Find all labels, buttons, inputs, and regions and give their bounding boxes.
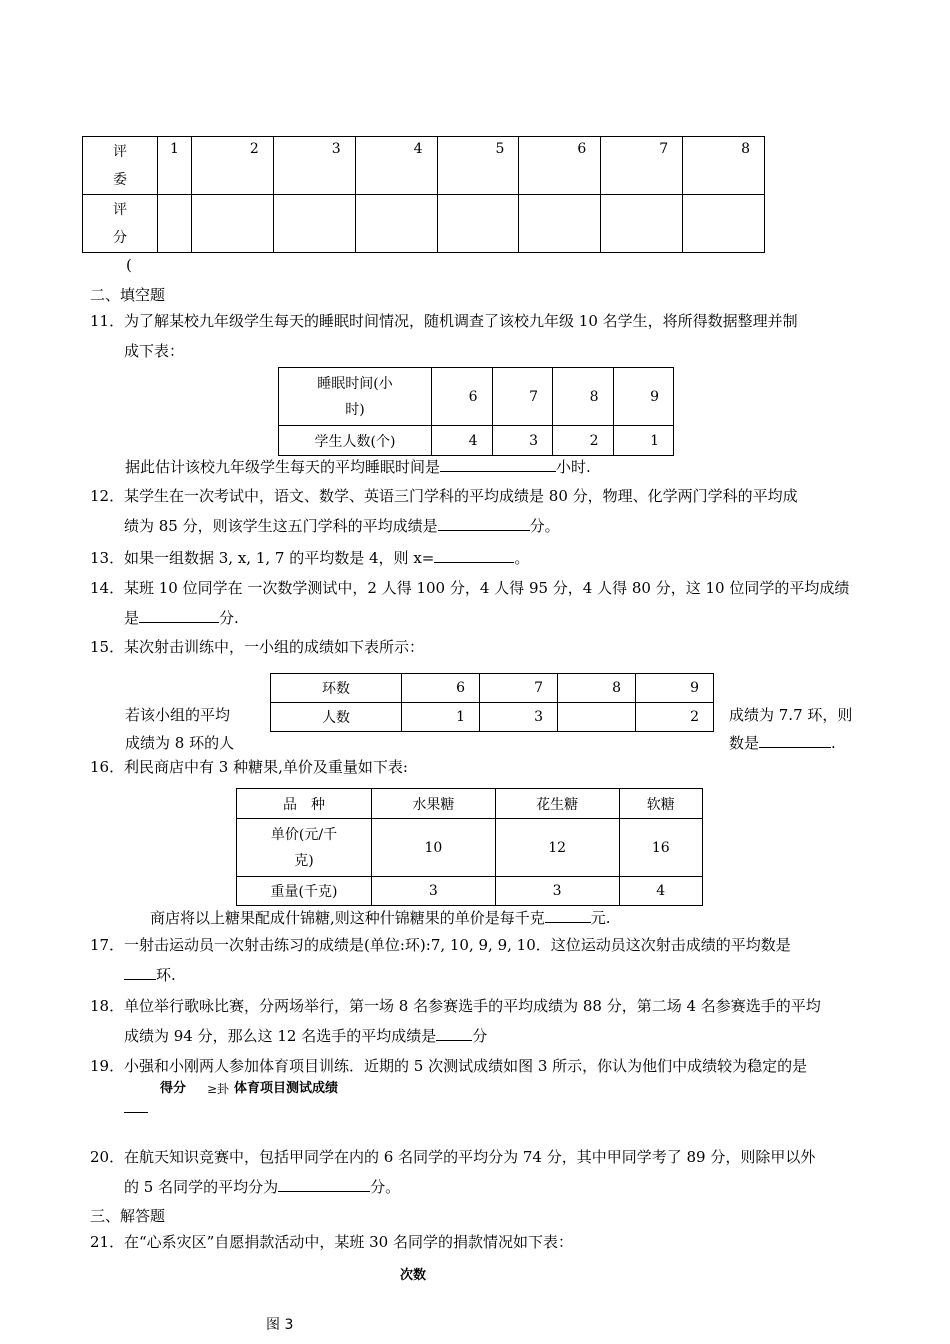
judge-row-label: 评 委	[83, 137, 158, 195]
judge-number: 5	[437, 137, 519, 195]
section-heading-solve: 三、解答题	[90, 1207, 166, 1225]
section-heading-fill-blank: 二、填空题	[90, 286, 166, 304]
answer-blank[interactable]	[438, 516, 530, 531]
question-14: 14．某班 10 位同学在 一次数学测试中，2 人得 100 分，4 人得 95 分，4 人得 80 分，这 10 位同学的平均成绩 是 分.	[90, 579, 850, 627]
answer-blank[interactable]	[440, 457, 556, 472]
answer-blank[interactable]	[436, 1026, 472, 1041]
judge-number: 3	[273, 137, 355, 195]
question-18: 18．单位举行歌咏比赛，分两场举行，第一场 8 名参赛选手的平均成绩为 88 分，第二场 4 名参赛选手的平均 成绩为 94 分，那么这 12 名选手的平均成绩是 分	[90, 997, 821, 1045]
question-17: 17．一射击运动员一次射击练习的成绩是(单位:环):7, 10, 9, 9, 10．这位运动员这次射击成绩的平均数是 环.	[90, 936, 791, 984]
question-16: 16．利民商店中有 3 种糖果,单价及重量如下表:	[90, 758, 408, 776]
chart-title: 体育项目测试成绩	[234, 1081, 339, 1096]
answer-blank[interactable]	[545, 908, 591, 923]
q11-answer-line: 据此估计该校九年级学生每天的平均睡眠时间是 小时.	[125, 458, 591, 476]
judge-number: 8	[683, 137, 765, 195]
question-20: 20．在航天知识竞赛中，包括甲同学在内的 6 名同学的平均分为 74 分，其中甲同学考了 89 分，则除甲以外 的 5 名同学的平均分为 分。	[90, 1148, 816, 1196]
answer-blank[interactable]	[278, 1177, 370, 1192]
chart-y-label: 得分	[160, 1081, 187, 1096]
answer-blank[interactable]	[434, 548, 514, 563]
q15-left-text: 若该小组的平均 成绩为 8 环的人	[125, 706, 235, 752]
q16-answer-line: 商店将以上糖果配成什锦糖,则这种什锦糖果的单价是每千克 元.	[150, 909, 611, 927]
judge-score-table	[82, 136, 765, 253]
judge-number: 2	[191, 137, 273, 195]
candy-table: 品 种 水果糖 花生糖 软糖 单价(元/千 克) 10 12 16 重量(千克) 3 3 4	[236, 788, 703, 906]
question-19: 19．小强和小刚两人参加体育项目训练．近期的 5 次测试成绩如图 3 所示，你认为他们中成绩较为稳定的是	[90, 1057, 808, 1075]
shooting-table: 环数 6 7 8 9 人数 1 3 2	[270, 673, 714, 732]
judge-number: 7	[601, 137, 683, 195]
q15-right-text: 成绩为 7.7 环，则 数是 .	[729, 706, 853, 752]
question-21: 21．在“心系灾区”自愿捐款活动中，某班 30 名同学的捐款情况如下表：	[90, 1233, 573, 1251]
question-13: 13．如果一组数据 3, x, 1, 7 的平均数是 4，则 x= 。	[90, 549, 530, 567]
answer-blank[interactable]	[124, 965, 156, 980]
question-12: 12．某学生在一次考试中，语文、数学、英语三门学科的平均成绩是 80 分，物理、化学两门学科的平均成 绩为 85 分，则该学生这五门学科的平均成绩是 分。	[90, 487, 798, 535]
chart-x-label: 次数	[400, 1268, 427, 1283]
q19-answer-blank[interactable]	[124, 1098, 148, 1117]
judge-number: 4	[355, 137, 437, 195]
question-15: 15．某次射击训练中，一小组的成绩如下表所示：	[90, 638, 425, 656]
judge-number: 6	[519, 137, 601, 195]
answer-blank[interactable]	[759, 733, 831, 748]
judge-number: 1	[158, 137, 192, 195]
sleep-table: 睡眠时间(小 时) 6 7 8 9 学生人数(个) 4 3 2 1	[278, 367, 674, 456]
answer-blank[interactable]	[139, 608, 219, 623]
stray-paren: (	[126, 256, 132, 274]
question-11: 11．为了解某校九年级学生每天的睡眠时间情况，随机调查了该校九年级 10 名学生，将所得数据整理并制 成下表：	[90, 312, 798, 360]
figure-caption: 图 3	[266, 1317, 294, 1333]
score-row-label: 评 分	[83, 195, 158, 253]
chart-mark: ≥卦	[207, 1082, 230, 1096]
